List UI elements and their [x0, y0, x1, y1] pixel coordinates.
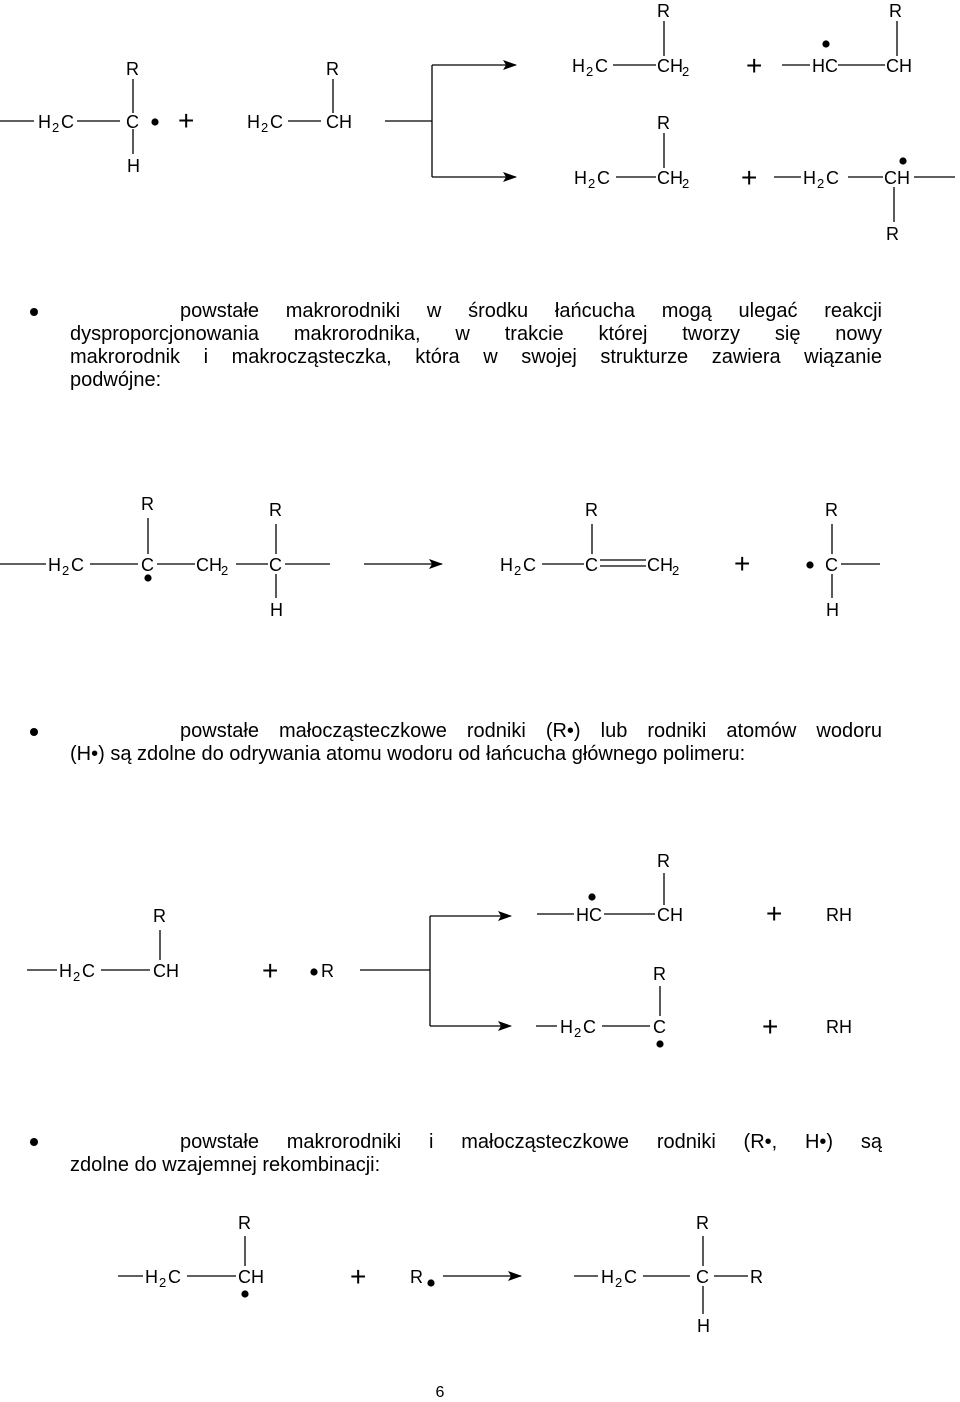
- atom-label: H: [574, 168, 587, 188]
- atom-label: R: [657, 113, 670, 133]
- radical-dot: [588, 893, 595, 900]
- atom-label: CH: [647, 555, 673, 575]
- atom-label: CH: [657, 905, 683, 925]
- atom-label: R: [238, 1213, 251, 1233]
- atom-label: C: [141, 555, 154, 575]
- paragraph-line: podwójne:: [70, 369, 162, 391]
- atom-label: R: [126, 59, 139, 79]
- atom-label: C: [523, 555, 536, 575]
- paragraph-line: zdolne do wzajemnej rekombinacji:: [70, 1154, 381, 1176]
- plus-sign: +: [350, 1261, 367, 1292]
- paragraph-line: powstałe makrorodniki i małocząsteczkowe rodniki (R•, H•) są: [180, 1131, 882, 1153]
- radical-dot: [656, 1040, 663, 1047]
- radical-dot: [144, 574, 151, 581]
- plus-sign: +: [746, 50, 763, 81]
- paragraph-line: (H•) są zdolne do odrywania atomu wodoru od łańcucha głównego polimeru:: [70, 743, 746, 765]
- atom-label: HC: [812, 56, 838, 76]
- atom-label: R: [653, 964, 666, 984]
- atom-label: H: [601, 1267, 614, 1287]
- atom-label: C: [825, 555, 838, 575]
- atom-label: RH: [826, 905, 852, 925]
- atom-label: C: [653, 1017, 666, 1037]
- paragraph-abstraction: [70, 720, 882, 766]
- subscript: 2: [817, 176, 825, 191]
- atom-label: C: [82, 961, 95, 981]
- paragraph-line: powstałe małocząsteczkowe rodniki (R•) lub rodniki atomów wodoru: [180, 720, 882, 742]
- atom-label: R: [410, 1267, 423, 1287]
- atom-label: R: [321, 961, 334, 981]
- subscript: 2: [261, 120, 269, 135]
- atom-label: CH: [886, 56, 912, 76]
- plus-sign: +: [766, 898, 783, 929]
- bullet: [30, 308, 38, 316]
- atom-label: CH: [326, 112, 352, 132]
- subscript: 2: [159, 1275, 167, 1290]
- atom-label: C: [597, 168, 610, 188]
- atom-label: CH: [884, 168, 910, 188]
- radical-dot: [427, 1279, 434, 1286]
- atom-label: C: [624, 1267, 637, 1287]
- atom-label: R: [657, 851, 670, 871]
- atom-label: H: [48, 555, 61, 575]
- subscript: 2: [682, 64, 690, 79]
- plus-sign: +: [762, 1011, 779, 1042]
- atom-label: H: [145, 1267, 158, 1287]
- atom-label: H: [127, 156, 140, 176]
- subscript: 2: [682, 176, 690, 191]
- subscript: 2: [588, 176, 596, 191]
- subscript: 2: [514, 563, 522, 578]
- plus-sign: +: [734, 548, 751, 579]
- radical-dot: [310, 968, 317, 975]
- radical-dot: [241, 1290, 248, 1297]
- atom-label: C: [583, 1017, 596, 1037]
- paragraph-recombination: [70, 1131, 882, 1177]
- subscript: 2: [52, 120, 60, 135]
- plus-sign: +: [262, 955, 279, 986]
- paragraph-disproportionation: [70, 300, 882, 392]
- plus-sign: +: [178, 105, 195, 136]
- atom-label: R: [889, 1, 902, 21]
- atom-label: R: [750, 1267, 763, 1287]
- atom-label: HC: [576, 905, 602, 925]
- atom-label: C: [270, 112, 283, 132]
- atom-label: C: [126, 112, 139, 132]
- atom-label: CH: [657, 56, 683, 76]
- atom-label: CH: [238, 1267, 264, 1287]
- atom-label: H: [247, 112, 260, 132]
- atom-label: R: [141, 494, 154, 514]
- radical-dot: [899, 157, 906, 164]
- atom-label: H: [697, 1316, 710, 1336]
- atom-label: H: [803, 168, 816, 188]
- radical-dot: [151, 118, 158, 125]
- subscript: 2: [586, 64, 594, 79]
- atom-label: CH: [657, 168, 683, 188]
- atom-label: C: [585, 555, 598, 575]
- atom-label: CH: [153, 961, 179, 981]
- subscript: 2: [615, 1275, 623, 1290]
- paragraph-line: makrorodnik i makrocząsteczka, która w swojej strukturze zawiera wiązanie: [70, 346, 882, 368]
- atom-label: H: [38, 112, 51, 132]
- atom-label: RH: [826, 1017, 852, 1037]
- atom-label: C: [595, 56, 608, 76]
- atom-label: H: [560, 1017, 573, 1037]
- atom-label: C: [168, 1267, 181, 1287]
- subscript: 2: [574, 1025, 582, 1040]
- page-number: 6: [435, 1384, 445, 1401]
- atom-label: R: [153, 906, 166, 926]
- atom-label: R: [269, 500, 282, 520]
- atom-label: C: [61, 112, 74, 132]
- atom-label: H: [826, 600, 839, 620]
- atom-label: R: [825, 500, 838, 520]
- paragraph-line: dysproporcjonowania makrorodnika, w trakcie której tworzy się nowy: [70, 323, 882, 345]
- atom-label: R: [326, 59, 339, 79]
- paragraph-line: powstałe makrorodniki w środku łańcucha mogą ulegać reakcji: [180, 300, 882, 322]
- atom-label: H: [500, 555, 513, 575]
- bullet: [30, 1138, 38, 1146]
- subscript: 2: [73, 969, 81, 984]
- subscript: 2: [221, 563, 229, 578]
- atom-label: R: [886, 224, 899, 244]
- atom-label: C: [269, 555, 282, 575]
- radical-dot: [806, 561, 813, 568]
- bullet: [30, 728, 38, 736]
- atom-label: H: [59, 961, 72, 981]
- atom-label: R: [657, 1, 670, 21]
- radical-dot: [822, 40, 829, 47]
- atom-label: CH: [196, 555, 222, 575]
- atom-label: R: [696, 1213, 709, 1233]
- atom-label: C: [696, 1267, 709, 1287]
- atom-label: H: [572, 56, 585, 76]
- subscript: 2: [62, 563, 70, 578]
- atom-label: C: [826, 168, 839, 188]
- plus-sign: +: [741, 162, 758, 193]
- atom-label: H: [270, 600, 283, 620]
- subscript: 2: [672, 563, 680, 578]
- atom-label: C: [71, 555, 84, 575]
- atom-label: R: [585, 500, 598, 520]
